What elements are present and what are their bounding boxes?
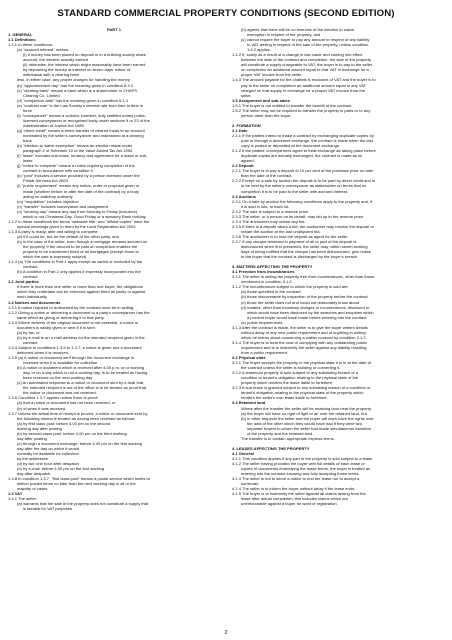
text-line: requirement and is to indemnify the seller against any liability resulting	[241, 344, 367, 350]
text-line: 3.1.1 The seller is selling the property free from incumbrances, other than those	[232, 274, 375, 280]
text-line: delivered when it is received.	[17, 350, 69, 355]
text-line: 1.3.4 Subject to conditions 1.3.5 to 1.3.7, a notice is given and a document	[8, 344, 142, 350]
text-line: 2.3.7 If any cheque tendered in payment of all or part of the deposit is	[232, 238, 357, 244]
text-line: (b) those discoverable by inspection of the property before the contract	[241, 294, 368, 300]
text-line: 1.3.3 Where delivery of the original document is not essential, a notice or	[8, 319, 139, 325]
text-line: deliver posted items no later than the next working day in all or the	[17, 481, 136, 487]
text-line: agreed.	[241, 158, 255, 164]
text-line: day, or on a day which is not a working day, is to be treated as having	[23, 370, 148, 376]
text-line: than the date of the contract.	[241, 173, 293, 179]
text-line: contract.	[23, 264, 39, 270]
text-line: 2.3.2 The sale is subject to a reserve price.	[232, 208, 310, 214]
left-column	[8, 27, 220, 512]
text-line: 1.4 VAT	[8, 491, 23, 497]
page-number: 2	[224, 630, 228, 636]
text-line: 2.3.4 The auctioneer may refuse any bid.	[232, 218, 306, 224]
text-line: 4.1.2 The seller having provided the buyer with full details of each lease or	[232, 461, 365, 467]
text-line: tenant's obligation relating to the physical state of the property which	[241, 390, 364, 396]
text-line: (c) cannot require the buyer to pay any amount in respect of any liability	[241, 37, 370, 43]
text-line: dishonoured when first presented, the seller may, within seven working	[241, 244, 368, 250]
text-line: 1.1.1 In these conditions:	[8, 42, 53, 48]
text-line: person other than the buyer.	[241, 112, 292, 118]
text-line: separate buyers to whom the seller had made simultaneous transfers	[247, 425, 371, 431]
text-line: post or through a document exchange, the contract is made when the last	[241, 138, 373, 144]
text-line: (e) "contract rate" is the Law Society's interest rate from time to time in	[17, 102, 143, 108]
text-line: paragraph 2 of Schedule 10 to the Value Added Tax Act 1994	[23, 148, 133, 154]
text-line: lease after actual completion; this includes claims which are	[241, 496, 349, 502]
text-line: (a) if it could be, but for the default of the other party, and	[17, 233, 119, 239]
text-line: which would have been disclosed by the searches and enquiries which	[247, 309, 374, 315]
text-line: 3.1 Freedom from incumbrances	[232, 269, 295, 275]
text-line: each individually.	[17, 294, 48, 300]
text-line: contract.	[23, 274, 39, 280]
text-line: 4.1.1 This condition applies if any part of the property is sold subject to a lease.	[232, 455, 374, 461]
text-line: a prudent buyer would have made before entering into the contract	[247, 314, 367, 320]
text-line: the following means is treated as having been received as follows:	[17, 415, 136, 421]
text-line: 3.1.2 The incumbrances subject to which the property is sold are:	[232, 284, 349, 290]
text-line: 1.5.2 The seller may not be required to transfer the property in parts or to any	[232, 107, 371, 113]
text-line: 1.1 Definitions	[8, 37, 36, 43]
text-line: by the addressee	[17, 455, 49, 461]
text-line: 2.2.2 Except on a sale by auction the deposit is to be paid by direct credit and is	[232, 178, 375, 184]
text-line: (b) A condition in Part 2 only applies if expressly incorporated into the	[17, 269, 141, 275]
text-line: proper VAT invoice from the seller.	[241, 72, 303, 78]
text-line: copy is posted or deposited at the document exchange.	[241, 143, 341, 149]
text-line: (e) public requirements.	[241, 319, 284, 325]
text-line: 1.3.8 In condition 1.3.7, "first class post" means a postal service which seeks to	[8, 476, 150, 482]
text-line: days of being notified that the cheque has been dishonoured, give notice	[241, 249, 372, 255]
text-line: which the sale is expressly subject).	[23, 254, 88, 260]
text-line: mentioned in condition 3.1.2.	[241, 279, 293, 285]
text-line: 1.1.2 In these conditions the terms "absolute title" and "official copies" have the	[8, 218, 150, 224]
text-line: the property, if the amount to be paid on completion enables the	[23, 244, 138, 250]
text-line: unenforceable against a buyer for want of registration.	[241, 501, 338, 507]
text-line: (c) those the seller does not and could not reasonably know about	[241, 299, 360, 305]
text-line: 4.1.4 The seller is to inform the buyer without delay if the lease ends.	[232, 486, 356, 492]
text-line: (o) "working day" means any day from Monday to Friday (inclusive)	[17, 208, 138, 214]
text-line: (a) "accrued interest" means:	[17, 47, 70, 53]
text-line: 4.1.3 The seller is not to serve a notice to end the lease nor to accept a	[232, 476, 360, 482]
text-line: (b) by e-mail to an e-mail address for the intended recipient given in the	[17, 334, 145, 340]
text-line: 2. FORMATION	[232, 122, 261, 128]
text-line: 1.3.1 A notice required or authorised by the contract must be in writing.	[8, 304, 135, 310]
text-line: (c) An automated response to a notice or document sent by e-mail that	[17, 380, 144, 386]
text-line: working day after posting	[17, 425, 62, 431]
text-line: seller.	[241, 92, 252, 98]
text-line: received when it is available for collection	[23, 360, 98, 366]
text-line: force	[23, 107, 32, 113]
text-line: 2.2 Deposit	[232, 163, 254, 169]
right-column	[232, 27, 444, 512]
text-line: the contract unless the seller is building or converting it.	[241, 365, 341, 371]
text-line: (c) through a document exchange: before 4.00 pm on the first working	[17, 440, 143, 446]
text-line: 1. GENERAL	[8, 32, 33, 38]
text-line: PART 1	[106, 27, 122, 32]
text-line: Clearing Co. Limited	[23, 92, 60, 98]
text-line: 1.5 Assignment and sub-sales	[232, 97, 290, 103]
text-line: 1.4.2 applies.	[247, 47, 272, 53]
text-line: (d) matters, other than monetary charges or incumbrances, disclosed or	[241, 304, 370, 310]
text-line: renders the seller's own lease liable to forfeiture.	[241, 395, 328, 401]
text-line: Administration of Justice Act 1985	[23, 122, 84, 128]
text-line: (n) "transfer" includes conveyance and assignment	[17, 203, 109, 209]
text-line: completion it is to be paid to the seller with accrued interest.	[241, 188, 349, 194]
text-line: 1.4.1 The seller:	[8, 496, 37, 502]
text-line: (e) by e-mail: before 4.00 pm on the first working	[17, 466, 105, 472]
text-line: withdrawal with a clearing bank	[23, 72, 80, 78]
text-line: lease	[23, 158, 33, 164]
text-line: between the date of the contract and completion, the sale of the property	[241, 57, 372, 63]
text-line: 2.3 Auctions	[232, 193, 256, 199]
text-line: (a) that a notice or document has not been received, or	[17, 400, 116, 406]
text-line: (d) by fax: one hour after despatch	[17, 461, 79, 467]
text-line: day after posting	[17, 435, 47, 441]
text-line: 1.4.3 The amount payable for the chattels is exclusive of VAT and the buyer is to	[232, 77, 376, 83]
text-line: special meanings given to them by the Land Registration Act 2002.	[17, 223, 137, 229]
text-line: bank	[23, 138, 32, 144]
text-line: it is sold in lots, to each lot.	[241, 203, 290, 209]
text-line: will constitute a supply chargeable to VAT, the buyer is to pay to the seller	[241, 62, 373, 68]
text-line: (f) "conveyancer" means a solicitor, barrister, duly certified notary public,	[17, 112, 147, 118]
text-line: (c) "clearing bank" means a bank which is a shareholder in CHAPS	[17, 87, 138, 93]
text-line: 1.3.7 Unless the actual time of receipt is proved, a notice or document sent by	[8, 410, 148, 416]
text-line: Postal Services Act 2000	[23, 178, 68, 184]
text-line: without delay of any new public requirement and of anything in writing	[241, 329, 366, 335]
text-line: 3.2.2 A leasehold property is sold subject to any subsisting breach of a	[232, 370, 358, 376]
text-line: is taxable for VAT purposes	[23, 506, 73, 512]
text-line: surrender.	[241, 481, 260, 487]
text-line: of the property and the retained land.	[247, 430, 314, 436]
text-line: (i) "lease" includes sub-lease, tenancy and agreement for a lease or sub-	[17, 153, 148, 159]
columns	[8, 27, 444, 512]
document-title: STANDARD COMMERCIAL PROPERTY CONDITIONS (SECOND EDITION)	[57, 8, 395, 19]
text-line: the intended recipient is out of the office is to be treated as proof that	[23, 385, 146, 391]
text-line: same effect as giving or delivering it to that party.	[17, 314, 105, 320]
text-line: 3.2 Physical state	[232, 355, 266, 361]
text-line: (h) "election to waive exemption" means an election made under	[17, 143, 133, 149]
text-line: (b) "apportionment day" has the meaning given in condition 8.3.2	[17, 82, 134, 88]
text-line: 1.3.2 Giving a notice or delivering a document to a party's conveyancer has the	[8, 309, 150, 315]
text-line: contract in accordance with condition 9	[23, 168, 93, 174]
text-line: copies of documents embodying the lease terms, the buyer is treated as	[241, 466, 371, 472]
text-line: property to be transferred freed of all mortgages (except those to	[23, 249, 139, 255]
text-line: (m) "requisition" includes objection	[17, 198, 79, 204]
text-line: 3.1.4 The buyer is to bear the cost of complying with any outstanding public	[232, 339, 367, 345]
text-line: been received on the next working day	[23, 375, 93, 381]
text-line: which he learns about concerning a matter covered by condition 3.1.2.	[241, 334, 367, 340]
text-line: day after the day on which it would	[17, 445, 80, 451]
text-line: 3. MATTERS AFFECTING THE PROPERTY	[232, 264, 313, 270]
text-line: charged on that supply in exchange for a proper VAT invoice from the	[241, 87, 365, 93]
text-line: 2.1.2 If the parties' conveyancers agree to treat exchange as taking place before	[232, 148, 376, 154]
text-line: 4.1.5 The buyer is to indemnify the seller against all claims arising from the	[232, 491, 366, 497]
text-line: nominated by the seller's conveyancer and maintained at a clearing	[23, 132, 144, 138]
text-line: 1.1.4 (a) The conditions in Part 1 apply except as varied or excluded by the	[8, 259, 143, 265]
text-line: restart the auction at the last undisputed bid.	[241, 228, 321, 234]
text-line: 1.3.6 Condition 1.3.7 applies unless there is proof:	[8, 395, 98, 401]
text-line: 1.2 Joint parties	[8, 279, 39, 285]
text-line: (b) A notice or document which is received after 4.00 p.m. on a working	[17, 365, 145, 371]
text-line: property which renders the lease liable to forfeiture.	[241, 380, 334, 386]
text-line: to be held by the seller's conveyancer as stakeholder on terms that on	[241, 183, 367, 189]
text-line: (i) if money has been placed on deposit or in a building society share	[23, 52, 147, 58]
text-line: account, the interest actually earned	[23, 57, 89, 63]
text-line: the land of the other which they would have had if they were two	[247, 420, 362, 426]
text-line: licensed conveyancer or recognised body under sections 9 or 23 of the	[23, 117, 150, 123]
text-line: pay to the seller on completion an additional amount equal to any VAT	[241, 82, 367, 88]
text-line: which is not Christmas Day, Good Friday or a statutory Bank Holiday.	[23, 213, 147, 219]
text-line: (d) "completion date" has the meaning given in condition 6.1.1	[17, 97, 129, 103]
text-line: 2.1 Date	[232, 127, 248, 133]
text-line: the notice or document was not received.	[23, 390, 97, 396]
text-line: (b) agrees that there will be no exercise of the election to waive	[241, 27, 355, 32]
text-line: majority of cases.	[17, 486, 49, 492]
text-line: acting on statutory authority	[23, 193, 73, 199]
text-line: (a) by first class post: before 4.00 pm on the second	[17, 420, 111, 426]
text-line: 1.3 Notices and documents	[8, 299, 61, 305]
text-line: (b) of when it was received.	[17, 405, 67, 411]
text-line: exemption in respect of the property, and	[247, 32, 321, 38]
text-line: day after despatch.	[17, 471, 52, 477]
text-line: document is validly given or sent if it is sent:	[17, 324, 96, 330]
text-line: If there is more than one seller or more than one buyer, the obligations	[17, 284, 143, 290]
text-line: (a) those specified in the contract	[241, 289, 301, 295]
text-line: from a public requirement.	[241, 350, 289, 355]
text-line: (ii) otherwise, the interest which might reasonably have been earned	[23, 62, 146, 68]
text-line: 4. LEASES AFFECTING THE PROPERTY	[232, 445, 310, 451]
text-line: 1.5.1 The buyer is not entitled to transfer the benefit of the contract.	[232, 102, 353, 108]
text-line: 2.3.6 The auctioneer is to hold the deposit as agent for the seller.	[232, 233, 349, 239]
text-line: 2.3.1 On a sale by auction the following conditions apply to the property and, if	[232, 198, 373, 204]
text-line: 2.3.3 The seller, or a person on its behalf, may bid up to the reserve price.	[232, 213, 365, 219]
text-line: (b) in the case of the seller, even though a mortgage remains secured on	[17, 238, 148, 244]
text-line: 2.2.1 The buyer is to pay a deposit of 10 per cent of the purchase price no later	[232, 168, 374, 174]
text-line: 3.2.3 A sub-lease is granted subject to any subsisting breach of a condition or	[232, 385, 371, 391]
text-line: (b) by second-class post: before 4.00 pm on the third working	[17, 430, 127, 436]
text-line: 3.3 Retained land	[232, 400, 266, 406]
text-line: 4.1 General	[232, 450, 254, 456]
text-line: 1.1.3 A party is ready, able and willing to complete:	[8, 228, 99, 234]
text-line: entering into the contract knowing and fully accepting those terms.	[241, 471, 360, 477]
text-line: 3.1.3 After the contract is made, the seller is to give the buyer written details	[232, 324, 368, 330]
text-line: 1.3.5 (a) A notice or document sent through the document exchange is	[8, 355, 134, 361]
text-line: (j) "notice to complete" means a notice requiring completion of the	[17, 163, 135, 169]
text-line: (b) in other respects the seller and the buyer will each have the rights over	[241, 415, 374, 421]
text-line: (l) "public requirement" means any notice, order or proposal given or	[17, 183, 140, 189]
text-line: to the buyer that the contract is discharged by the buyer's breach.	[241, 254, 359, 260]
text-line: made (whether before or after the date of the contract) by a body	[23, 188, 140, 194]
text-line: 2.3.5 If there is a dispute about a bid, the auctioneer may resolve the dispute or	[232, 223, 374, 229]
text-line: (a) warrants that the sale of the property does not constitute a supply that	[17, 501, 149, 507]
text-line: normally be available for collection	[17, 450, 79, 456]
text-line: The transfer is to contain appropriate express terms.	[241, 435, 335, 441]
text-line: 2.1.1 If the parties intend to make a contract by exchanging duplicate copies by	[232, 132, 374, 138]
text-line: to VAT arising in respect of the sale of the property, unless condition	[247, 42, 369, 48]
text-line: condition or tenant's obligation relating to the physical state of the	[241, 375, 359, 381]
text-line: (g) "direct credit" means a direct transfer of cleared funds to an account	[17, 127, 145, 133]
text-line: contract.	[23, 339, 39, 345]
text-line: duplicate copies are actually exchanged, the contract is made as so	[241, 153, 363, 159]
text-line: on completion an additional amount equal to that VAT in exchange for a	[241, 67, 369, 73]
text-line: Where after the transfer the seller will be retaining land near the property:	[241, 405, 373, 411]
text-line: by depositing the money at interest on seven days' notice of	[23, 67, 131, 73]
text-line: 3.2.1 The buyer accepts the property in the physical state it is in at the date of	[232, 360, 371, 366]
text-line: (a) by fax, or	[17, 329, 40, 335]
text-line: (k) "post" includes a service provided by a person licensed under the	[17, 173, 140, 179]
text-line: (a) the buyer will have no right of light or air over the retained land, but	[241, 410, 367, 416]
text-line: which they undertake can be enforced against them all jointly or against	[17, 289, 146, 295]
text-line: 1.4.2 If, solely as a result of a change in law made and coming into effect	[232, 52, 363, 58]
text-line: less, in either case, any proper charges for handling the money	[17, 77, 130, 83]
